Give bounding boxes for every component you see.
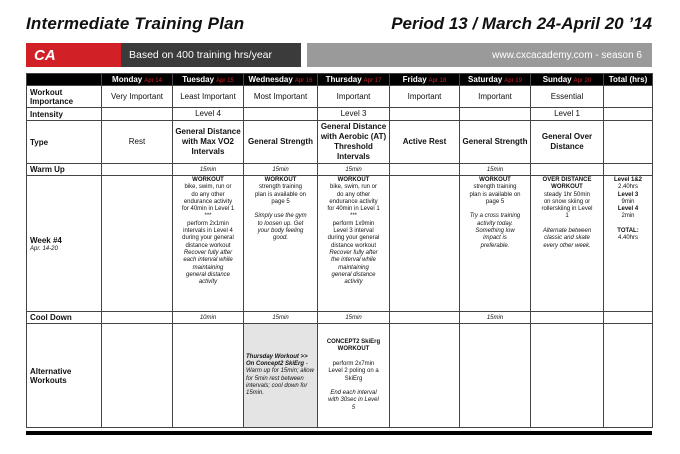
cell	[604, 312, 653, 324]
based-on-text: Based on 400 training hrs/year	[121, 43, 301, 67]
workout-saturday: WORKOUT strength training plan is available on page 5 Try a cross training activity today. Something low impact is preferable.	[460, 176, 531, 312]
page-title: Intermediate Training Plan	[26, 14, 245, 33]
cell: 15min	[173, 164, 244, 176]
col-friday: Friday Apr 18	[390, 74, 460, 86]
cell	[390, 176, 460, 312]
row-type	[27, 121, 653, 164]
cell	[604, 121, 653, 164]
cell	[460, 324, 531, 428]
training-table	[26, 73, 653, 428]
row-cooldown	[27, 312, 653, 324]
cell	[531, 312, 604, 324]
row-label: Intensity	[27, 108, 102, 121]
cell	[604, 108, 653, 121]
row-warmup	[27, 164, 653, 176]
cell: Important	[460, 86, 531, 108]
cell: Active Rest	[390, 121, 460, 164]
cell	[102, 176, 173, 312]
cell	[604, 164, 653, 176]
banner	[26, 43, 652, 67]
cell	[531, 324, 604, 428]
cell: 10min	[173, 312, 244, 324]
cell	[102, 324, 173, 428]
row-label: Warm Up	[27, 164, 102, 176]
row-label: Cool Down	[27, 312, 102, 324]
cell	[102, 312, 173, 324]
cell: General Distance with Max VO2 Intervals	[173, 121, 244, 164]
week-label: Week #4	[30, 235, 62, 245]
row-label	[27, 176, 102, 312]
alt-wednesday: Thursday Workout >> On Concept2 SkiErg - Warm up for 15min; allow for 5min rest between intervals; cool down for 15min.	[244, 324, 318, 428]
row-intensity	[27, 108, 653, 121]
cell	[244, 108, 318, 121]
col-thursday: Thursday Apr 17	[318, 74, 390, 86]
corner-cell	[27, 74, 102, 86]
cell: Very Important	[102, 86, 173, 108]
cell	[102, 164, 173, 176]
cell	[460, 108, 531, 121]
header-row	[27, 74, 653, 86]
cell: Most Important	[244, 86, 318, 108]
cell	[390, 324, 460, 428]
cell	[390, 108, 460, 121]
col-monday: Monday Apr 14	[102, 74, 173, 86]
row-alternative	[27, 324, 653, 428]
cell	[604, 324, 653, 428]
cell: Important	[318, 86, 390, 108]
week-dates: Apr. 14-20	[30, 245, 58, 252]
workout-tuesday: WORKOUT bike, swim, run or do any other endurance activity for 40min in Level 1 *** perform 2x1min intervals in Level 4 during your general distance workout Recover fully after each interval while maintaining general distance activity	[173, 176, 244, 312]
col-saturday: Saturday Apr 19	[460, 74, 531, 86]
cell	[390, 164, 460, 176]
cell: General Strength	[460, 121, 531, 164]
cell: Important	[390, 86, 460, 108]
cell	[604, 86, 653, 108]
cell: 15min	[460, 164, 531, 176]
cell	[173, 324, 244, 428]
col-total: Total (hrs)	[604, 74, 653, 86]
row-importance	[27, 86, 653, 108]
cell: General Strength	[244, 121, 318, 164]
cell	[531, 164, 604, 176]
row-label: Type	[27, 121, 102, 164]
row-week	[27, 176, 653, 312]
cell: Level 3	[318, 108, 390, 121]
row-label: Alternative Workouts	[27, 324, 102, 428]
cell: 15min	[318, 312, 390, 324]
cell	[102, 108, 173, 121]
col-tuesday: Tuesday Apr 15	[173, 74, 244, 86]
weekly-total: Level 1&2 2.40hrs Level 3 9min Level 4 2min TOTAL: 4.40hrs	[604, 176, 653, 312]
website-link[interactable]: www.cxcacademy.com - season 6	[307, 43, 652, 67]
bottom-divider	[26, 431, 652, 435]
cell: Level 1	[531, 108, 604, 121]
period-title: Period 13 / March 24-April 20 ’14	[391, 14, 652, 33]
logo: CA	[26, 43, 121, 67]
workout-thursday: WORKOUT bike, swim, run or do any other endurance activity for 40min in Level 1 *** perform 1x9min Level 3 interval during your general distance workout Recover fully after the interval while maintaining general distance activity	[318, 176, 390, 312]
alt-thursday: CONCEPT2 SkiErg WORKOUT perform 2x7min Level 2 poling on a SkiErg End each interval with 30sec in Level 5	[318, 324, 390, 428]
row-label: Workout Importance	[27, 86, 102, 108]
cell: 15min	[244, 312, 318, 324]
cell: General Distance with Aerobic (AT) Threshold Intervals	[318, 121, 390, 164]
cell	[390, 312, 460, 324]
cell: 15min	[244, 164, 318, 176]
cell: Essential	[531, 86, 604, 108]
cell: General Over Distance	[531, 121, 604, 164]
workout-wednesday: WORKOUT strength training plan is available on page 5 Simply use the gym to loosen up. Get your body feeling good.	[244, 176, 318, 312]
col-sunday: Sunday Apr 20	[531, 74, 604, 86]
cell: Level 4	[173, 108, 244, 121]
cell: 15min	[460, 312, 531, 324]
cell: 15min	[318, 164, 390, 176]
workout-sunday: OVER DISTANCE WORKOUT steady 1hr 50min on snow skiing or rollerskiing in Level 1 Alternate between classic and skate every other week.	[531, 176, 604, 312]
col-wednesday: Wednesday Apr 16	[244, 74, 318, 86]
cell: Least Important	[173, 86, 244, 108]
cell: Rest	[102, 121, 173, 164]
